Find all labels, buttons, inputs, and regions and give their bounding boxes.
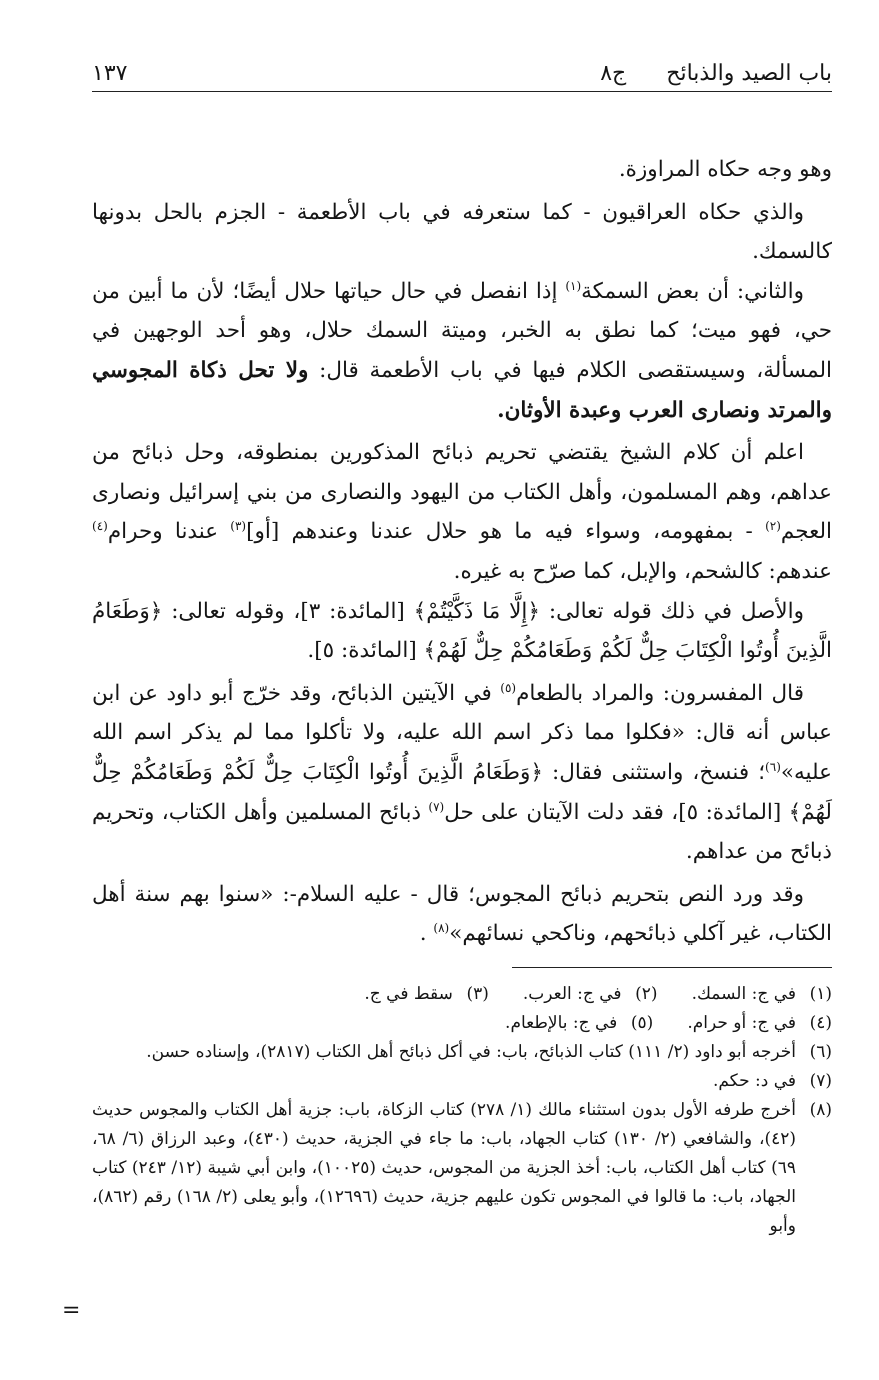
volume-label: ج٨ bbox=[600, 61, 627, 86]
footnote-ref-7[interactable]: (٧) bbox=[428, 799, 445, 814]
footnote-separator bbox=[512, 967, 832, 968]
footnote-number: (٥) bbox=[630, 1013, 654, 1033]
text-run: إذا انفصل في حال حياتها حلال أيضًا؛ لأن ما أبين من حي، فهو ميت؛ كما نطق به الخبر، وميتة السمك حلال، وهو أحد الوجهين في المسألة، وسيستقصى الكلام فيها في باب الأطعمة قال: bbox=[92, 278, 832, 383]
book-page bbox=[92, 55, 832, 954]
text-run: ذبائح المسلمين وأهل الكتاب، وتحريم ذبائح من عداهم. bbox=[92, 799, 832, 865]
footnote-ref-3[interactable]: (٣) bbox=[230, 519, 247, 534]
chapter-title: باب الصيد والذبائح bbox=[666, 61, 832, 86]
paragraph-4 bbox=[92, 433, 832, 591]
footnote-text: في ج: بالإطعام. bbox=[505, 1013, 618, 1033]
footnote-ref-4[interactable]: (٤) bbox=[92, 519, 108, 534]
text-run: اعلم أن كلام الشيخ يقتضي تحريم ذبائح المذكورين بمنطوقه، وحل ذبائح من عداهم، وهم المسلمون، وأهل الكتاب من اليهود والنصارى من بني إسرائيل ونصارى العجم bbox=[92, 440, 832, 545]
footnote-6 bbox=[92, 1038, 832, 1067]
text-run: وقد ورد النص بتحريم ذبائح المجوس؛ قال - عليه السلام-: «سنوا بهم سنة أهل الكتاب، غير آكلي ذبائحهم، وناكحي نسائهم» bbox=[92, 881, 832, 947]
continuation-mark: = bbox=[62, 1298, 81, 1323]
footnote-2 bbox=[523, 980, 658, 1009]
text-run: . bbox=[419, 921, 434, 947]
footnote-row-2 bbox=[92, 1009, 832, 1038]
footnote-ref-6[interactable]: (٦) bbox=[765, 759, 781, 774]
footnote-number: (١) bbox=[809, 984, 832, 1004]
paragraph-1: وهو وجه حكاه المراوزة. bbox=[618, 157, 832, 182]
footnote-8 bbox=[92, 1096, 832, 1241]
footnote-text: في ج: العرب. bbox=[522, 984, 622, 1004]
footnote-text: في د: حكم. bbox=[712, 1071, 796, 1091]
text-run: عندنا وحرام bbox=[107, 519, 231, 545]
footnote-text: في ج: أو حرام. bbox=[687, 1013, 796, 1033]
footnote-4 bbox=[687, 1009, 832, 1038]
text-run: ؛ فنسخ، واستثنى فقال: ﴿وَطَعَامُ الَّذِينَ أُوتُوا الْكِتَابَ حِلٌّ لَكُمْ وَطَعَامُكُمْ حِلٌّ لَهُمْ﴾ [المائدة: ٥]، فقد دلت الآيتان على حل bbox=[92, 759, 832, 825]
paragraph-6 bbox=[92, 674, 832, 872]
footnote-ref-5[interactable]: (٥) bbox=[500, 680, 517, 695]
text-run: في الآيتين الذبائح، وقد خرّج أبو داود عن ابن عباس أنه قال: «فكلوا مما ذكر اسم الله عليه، ولا تأكلوا مما لم يذكر اسم الله عليه» bbox=[92, 680, 832, 785]
footnote-text: أخرجه أبو داود (٢/ ١١١) كتاب الذبائح، باب: في أكل ذبائح أهل الكتاب (٢٨١٧)، وإسناده حسن. bbox=[146, 1042, 796, 1062]
footnotes bbox=[92, 980, 832, 1241]
footnote-number: (٧) bbox=[809, 1071, 832, 1091]
footnote-text: سقط في ج. bbox=[364, 984, 453, 1004]
footnote-ref-2[interactable]: (٢) bbox=[765, 519, 781, 534]
footnote-number: (٤) bbox=[809, 1013, 832, 1033]
footnote-7 bbox=[92, 1067, 832, 1096]
footnote-text: في ج: السمك. bbox=[691, 984, 796, 1004]
text-run: قال المفسرون: والمراد بالطعام bbox=[516, 680, 804, 706]
text-run: - بمفهومه، وسواء فيه ما هو حلال عندنا وعندهم [أو] bbox=[246, 519, 766, 545]
text-run: عندهم: كالشحم، والإبل، كما صرّح به غيره. bbox=[453, 558, 832, 584]
main-text bbox=[92, 150, 832, 954]
footnote-row-1 bbox=[92, 980, 832, 1009]
footnote-number: (٣) bbox=[466, 984, 489, 1004]
footnote-5 bbox=[505, 1009, 653, 1038]
footnote-3 bbox=[364, 980, 488, 1009]
footnote-number: (٨) bbox=[809, 1100, 832, 1120]
page-number: ١٣٧ bbox=[92, 61, 128, 86]
footnote-ref-8[interactable]: (٨) bbox=[433, 921, 450, 936]
text-run: والثاني: أن بعض السمكة bbox=[581, 278, 804, 304]
paragraph-7 bbox=[92, 875, 832, 954]
footnote-1 bbox=[692, 980, 832, 1009]
running-header bbox=[92, 55, 832, 92]
matn-text: ولا تحل ذكاة المجوسي والمرتد ونصارى العرب وعبدة الأوثان. bbox=[92, 357, 832, 423]
paragraph-5: والأصل في ذلك قوله تعالى: ﴿إِلَّا مَا ذَكَّيْتُمْ﴾ [المائدة: ٣]، وقوله تعالى: ﴿وَطَعَامُ الَّذِينَ أُوتُوا الْكِتَابَ حِلٌّ لَكُمْ وَطَعَامُكُمْ حِلٌّ لَهُمْ﴾ [المائدة: ٥]. bbox=[92, 598, 832, 664]
paragraph-2: والذي حكاه العراقيون - كما ستعرفه في باب الأطعمة - الجزم بالحل بدونها كالسمك. bbox=[92, 199, 832, 265]
footnote-number: (٢) bbox=[635, 984, 658, 1004]
footnote-text: أخرج طرفه الأول بدون استثناء مالك (١/ ٢٧٨) كتاب الزكاة، باب: جزية أهل الكتاب والمجوس حديث (٤٢)، والشافعي (٢/ ١٣٠) كتاب الجهاد، باب: ما جاء في الجزية، حديث (٤٣٠)، وعبد الرزاق (٦/ ٦٨، ٦٩) كتاب أهل الكتاب، باب: أخذ الجزية من المجوس، حديث (١٠٠٢٥)، وابن أبي شيبة (١٢/ ٢٤٣) كتاب الجهاد، باب: ما قالوا في المجوس تكون عليهم جزية، حديث (١٢٦٩٦)، وأبو يعلى (٢/ ١٦٨) رقم (٨٦٢)، وأبو bbox=[92, 1100, 797, 1236]
footnote-ref-1[interactable]: (١) bbox=[565, 278, 582, 293]
footnote-number: (٦) bbox=[809, 1042, 832, 1062]
paragraph-3 bbox=[92, 272, 832, 430]
